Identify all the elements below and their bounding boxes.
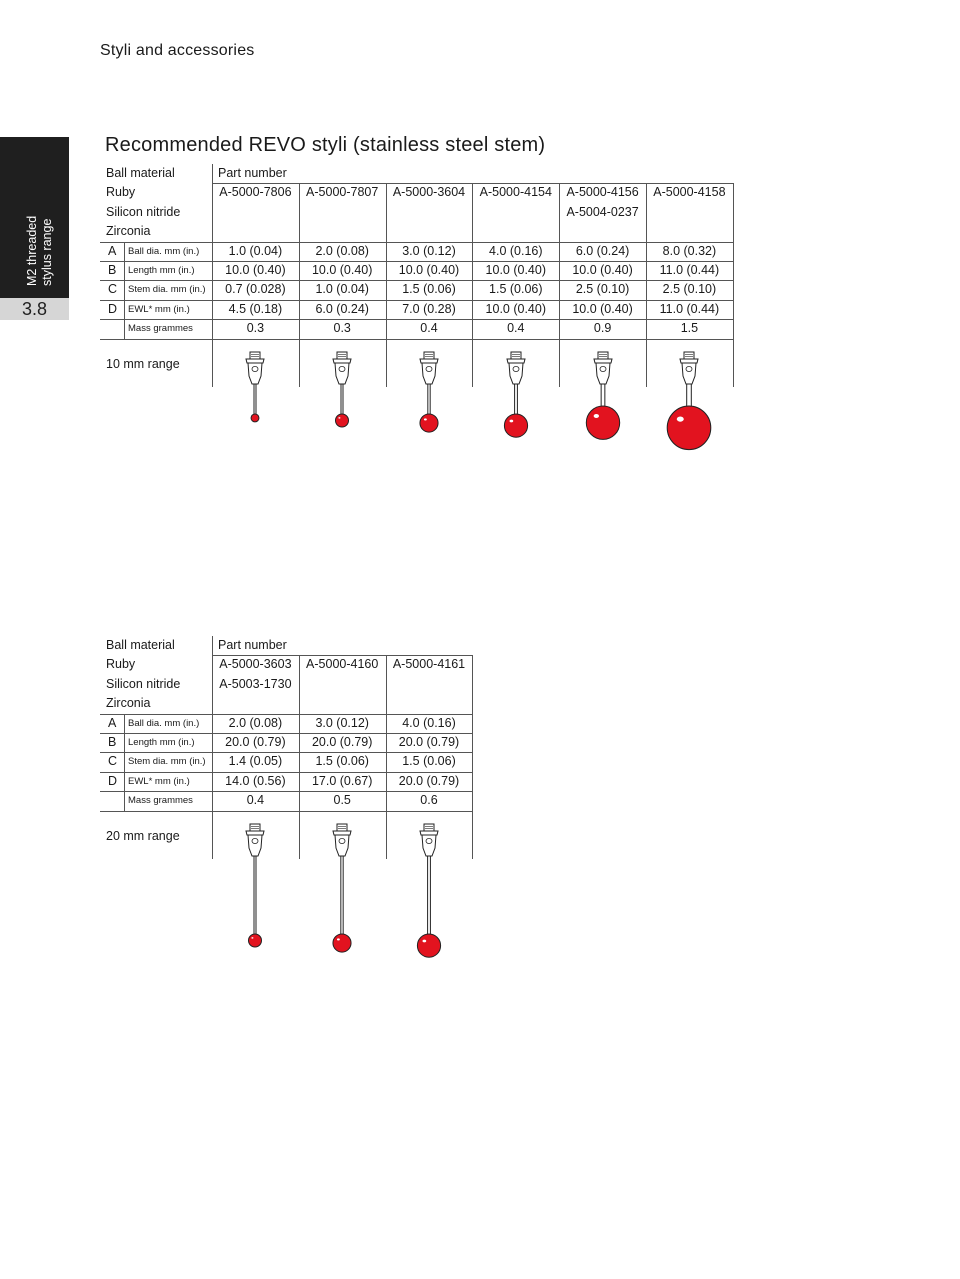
value-cell: 0.5 [333, 793, 351, 808]
value-cell: 4.5 (0.18) [228, 301, 283, 316]
row-label: Length mm (in.) [128, 737, 195, 748]
row-divider [100, 811, 472, 812]
value-cell: 20.0 (0.79) [311, 735, 373, 749]
part-number-cell: A-5000-4158 [653, 185, 726, 200]
value-cell: 0.4 [420, 321, 438, 336]
row-divider [100, 339, 733, 340]
value-cell: 0.6 [420, 793, 438, 808]
page-number: 3.8 [0, 298, 69, 320]
value-cell: 1.5 (0.06) [489, 282, 543, 297]
material-label: Zirconia [106, 696, 151, 711]
value-cell: 10.0 (0.40) [572, 301, 633, 316]
section-tab-label [25, 216, 55, 286]
stylus-illustration [225, 350, 285, 510]
part-number-cell: A-5004-0237 [566, 204, 639, 219]
ball-material-header: Ball material [106, 166, 175, 180]
part-number-cell: A-5003-1730 [219, 676, 292, 691]
part-number-header: Part number [218, 638, 287, 652]
row-divider [100, 300, 733, 301]
row-label: Stem dia. mm (in.) [128, 284, 206, 296]
row-label: Ball dia. mm (in.) [128, 717, 200, 729]
page-header: Styli and accessories [100, 42, 255, 59]
stylus-illustration [399, 350, 459, 510]
value-cell: 1.5 (0.06) [402, 754, 456, 769]
part-number-cell: A-5000-7807 [306, 185, 379, 200]
value-cell: 10.0 (0.40) [485, 263, 547, 277]
value-cell: 0.4 [246, 793, 265, 808]
row-letter: A [108, 243, 117, 258]
stylus-illustration [659, 350, 719, 510]
value-cell: 10.0 (0.40) [572, 263, 633, 277]
part-number-cell: A-5000-4161 [392, 657, 466, 672]
value-cell: 0.3 [333, 321, 351, 336]
value-cell: 10.0 (0.40) [311, 263, 373, 277]
range-label: 20 mm range [106, 829, 180, 844]
section-tab-line-1: M2 threaded [25, 215, 39, 286]
value-cell: 6.0 (0.24) [315, 301, 369, 316]
row-divider [100, 791, 472, 792]
row-divider [100, 261, 733, 262]
table-divider [212, 636, 213, 859]
column-divider [299, 655, 300, 859]
value-cell: 17.0 (0.67) [311, 773, 373, 788]
column-divider [299, 183, 300, 387]
row-letter: B [108, 263, 117, 277]
row-label: EWL* mm (in.) [128, 303, 190, 315]
value-cell: 2.0 (0.08) [315, 243, 369, 258]
value-cell: 2.0 (0.08) [228, 715, 283, 730]
value-cell: 0.3 [246, 321, 265, 336]
stylus-illustration [312, 822, 372, 982]
value-cell: 2.5 (0.10) [662, 282, 717, 297]
value-cell: 1.0 (0.04) [315, 282, 369, 297]
value-cell: 7.0 (0.28) [402, 301, 456, 316]
part-number-header: Part number [218, 166, 287, 180]
row-letter: B [108, 735, 117, 749]
value-cell: 10.0 (0.40) [485, 301, 547, 316]
column-divider [472, 183, 473, 387]
row-letter: C [108, 282, 118, 297]
row-label: Ball dia. mm (in.) [128, 245, 200, 257]
column-divider [386, 655, 387, 859]
value-cell: 4.0 (0.16) [402, 715, 456, 730]
ball-material-header: Ball material [106, 638, 175, 652]
section-title: Recommended REVO styli (stainless steel stem) [105, 134, 546, 156]
row-divider [100, 752, 472, 753]
value-cell: 1.5 [680, 321, 699, 336]
part-number-cell: A-5000-7806 [219, 185, 292, 200]
material-label: Ruby [106, 185, 136, 200]
row-divider [100, 280, 733, 281]
value-cell: 11.0 (0.44) [659, 263, 720, 277]
material-label: Ruby [106, 657, 136, 672]
value-cell: 1.4 (0.05) [228, 754, 283, 769]
row-divider [212, 183, 733, 184]
part-number-cell: A-5000-4160 [306, 657, 379, 672]
value-cell: 4.0 (0.16) [489, 243, 543, 258]
value-cell: 3.0 (0.12) [402, 243, 456, 258]
value-cell: 3.0 (0.12) [315, 715, 369, 730]
label-divider [124, 714, 125, 811]
value-cell: 20.0 (0.79) [398, 773, 460, 788]
range-label: 10 mm range [106, 357, 180, 372]
part-number-cell: A-5000-4154 [479, 185, 552, 200]
column-divider [386, 183, 387, 387]
row-letter: A [108, 715, 117, 730]
value-cell: 2.5 (0.10) [575, 282, 630, 297]
row-divider [100, 242, 733, 243]
value-cell: 10.0 (0.40) [398, 263, 460, 277]
section-tab-line-2: stylus range [40, 218, 54, 286]
material-label: Silicon nitride [106, 676, 181, 691]
value-cell: 10.0 (0.40) [225, 263, 286, 277]
row-divider [100, 733, 472, 734]
column-divider [646, 183, 647, 387]
value-cell: 6.0 (0.24) [575, 243, 630, 258]
value-cell: 0.7 (0.028) [225, 282, 286, 297]
stylus-illustration [312, 350, 372, 510]
value-cell: 14.0 (0.56) [225, 773, 286, 788]
row-label: Length mm (in.) [128, 265, 195, 276]
column-divider [472, 655, 473, 859]
row-label: Mass grammes [128, 323, 193, 335]
row-divider [100, 319, 733, 320]
row-letter: C [108, 754, 118, 769]
row-label: Stem dia. mm (in.) [128, 756, 206, 768]
value-cell: 8.0 (0.32) [662, 243, 717, 258]
label-divider [124, 242, 125, 339]
value-cell: 1.5 (0.06) [402, 282, 456, 297]
value-cell: 1.0 (0.04) [228, 243, 283, 258]
row-label: EWL* mm (in.) [128, 775, 190, 787]
value-cell: 20.0 (0.79) [225, 735, 286, 749]
column-divider [733, 183, 734, 387]
table-divider [212, 164, 213, 387]
part-number-cell: A-5000-4156 [566, 185, 639, 200]
stylus-illustration [486, 350, 546, 510]
material-label: Zirconia [106, 224, 151, 239]
part-number-cell: A-5000-3603 [219, 657, 292, 672]
value-cell: 11.0 (0.44) [659, 301, 720, 316]
stylus-illustration [573, 350, 633, 510]
value-cell: 20.0 (0.79) [398, 735, 460, 749]
stylus-illustration [399, 822, 459, 982]
row-divider [100, 714, 472, 715]
part-number-cell: A-5000-3604 [392, 185, 466, 200]
column-divider [559, 183, 560, 387]
row-divider [212, 655, 472, 656]
row-letter: D [108, 301, 118, 316]
value-cell: 0.9 [593, 321, 612, 336]
stylus-illustration [225, 822, 285, 982]
value-cell: 0.4 [507, 321, 525, 336]
row-divider [100, 772, 472, 773]
row-letter: D [108, 773, 118, 788]
row-label: Mass grammes [128, 795, 193, 807]
material-label: Silicon nitride [106, 204, 181, 219]
value-cell: 1.5 (0.06) [315, 754, 369, 769]
